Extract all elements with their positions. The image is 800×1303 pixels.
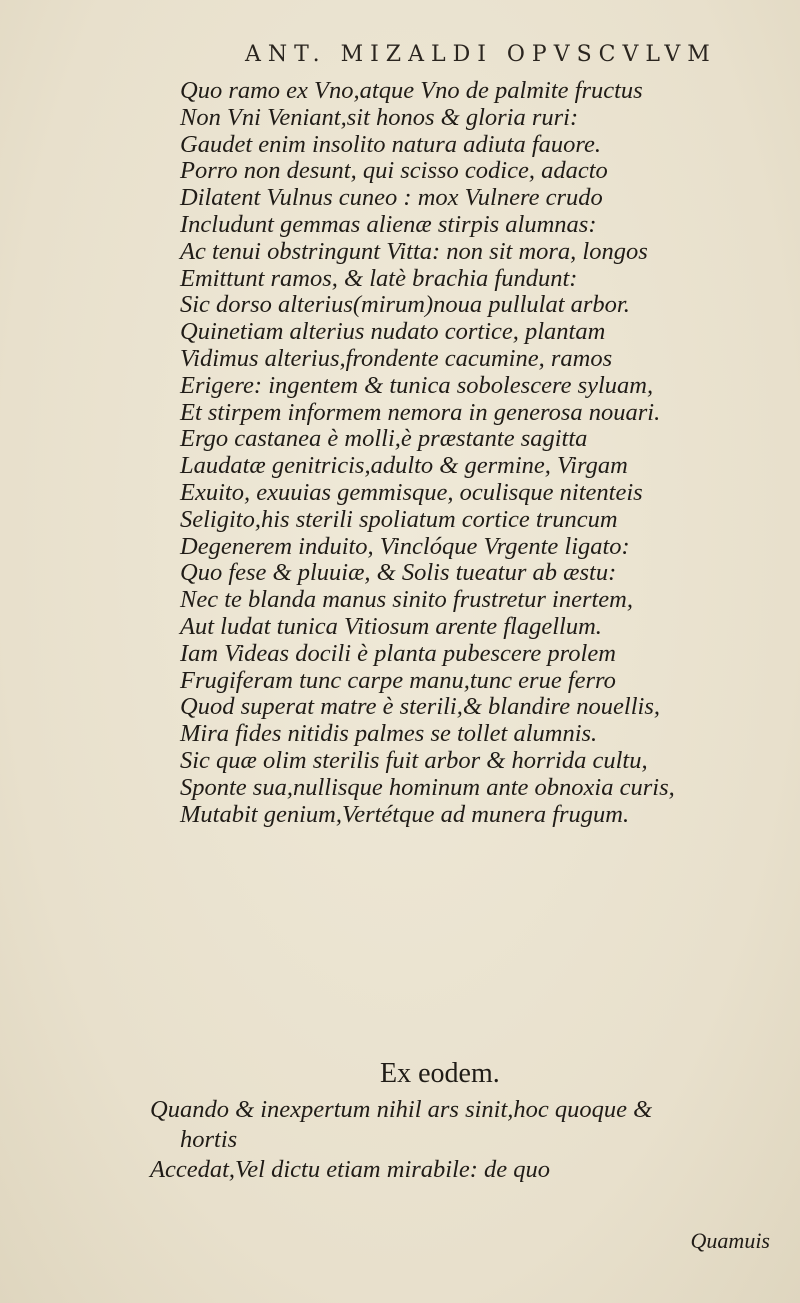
catchword: Quamuis — [690, 1228, 770, 1253]
running-head: ANT. MIZALDI OPVSCVLVM — [245, 42, 717, 67]
verse-line: Iam Videas docili è planta pubescere prolem — [180, 639, 616, 667]
verse-line: Quo ramo ex Vno,atque Vno de palmite fructus — [180, 77, 643, 104]
verse-line: Frugiferam tunc carpe manu,tunc erue ferro — [180, 666, 616, 694]
verse-line: Degenerem induito, Vinclóque Vrgente ligato: — [180, 532, 630, 560]
verse-line: Quo fese & pluuiæ, & Solis tueatur ab æstu: — [180, 559, 617, 587]
prose-line: hortis — [180, 1126, 238, 1153]
verse-line: Mira fides nitidis palmes se tollet alumnis. — [180, 720, 598, 748]
section-heading: Ex eodem. — [380, 1058, 500, 1089]
verse-line: Quod superat matre è sterili,& blandire nouellis, — [180, 693, 660, 721]
verse-line: Quinetiam alterius nudato cortice, plantam — [180, 318, 606, 346]
verse-line: Porro non desunt, qui scisso codice, adacto — [180, 157, 608, 185]
verse-line: Seligito,his sterili spoliatum cortice truncum — [180, 505, 618, 533]
verse-line: Erigere: ingentem & tunica sobolescere syluam, — [180, 371, 654, 399]
verse-line: Includunt gemmas alienæ stirpis alumnas: — [180, 210, 597, 238]
verse-line: Nec te blanda manus sinito frustretur inertem, — [180, 586, 633, 614]
verse-line: Laudatæ genitricis,adulto & germine, Virgam — [180, 452, 628, 480]
verse-line: Sic dorso alterius(mirum)noua pullulat arbor. — [180, 291, 630, 319]
prose-block — [150, 1095, 790, 1185]
verse-line: Ergo castanea è molli,è præstante sagitta — [180, 425, 588, 453]
verse-line: Emittunt ramos, & latè brachia fundunt: — [180, 264, 578, 292]
verse-block — [180, 78, 790, 828]
verse-line: Dilatent Vulnus cuneo : mox Vulnere crudo — [180, 184, 603, 212]
prose-line: Accedat,Vel dictu etiam mirabile: de quo — [150, 1156, 551, 1183]
verse-line: Mutabit genium,Vertétque ad munera frugum. — [180, 800, 630, 828]
verse-line: Et stirpem informem nemora in generosa nouari. — [180, 398, 661, 426]
verse-line: Aut ludat tunica Vitiosum arente flagellum. — [180, 612, 602, 640]
verse-line: Non Vni Veniant,sit honos & gloria ruri: — [180, 103, 579, 131]
verse-line: Gaudet enim insolito natura adiuta fauore. — [180, 130, 602, 158]
verse-line: Exuito, exuuias gemmisque, oculisque nitenteis — [180, 478, 643, 506]
verse-line: Sponte sua,nullisque hominum ante obnoxia curis, — [180, 773, 675, 801]
verse-line: Sic quæ olim sterilis fuit arbor & horrida cultu, — [180, 746, 648, 774]
prose-line: Quando & inexpertum nihil ars sinit,hoc quoque & — [150, 1096, 653, 1123]
verse-line: Vidimus alterius,frondente cacumine, ramos — [180, 344, 613, 372]
verse-line: Ac tenui obstringunt Vitta: non sit mora, longos — [180, 237, 648, 265]
